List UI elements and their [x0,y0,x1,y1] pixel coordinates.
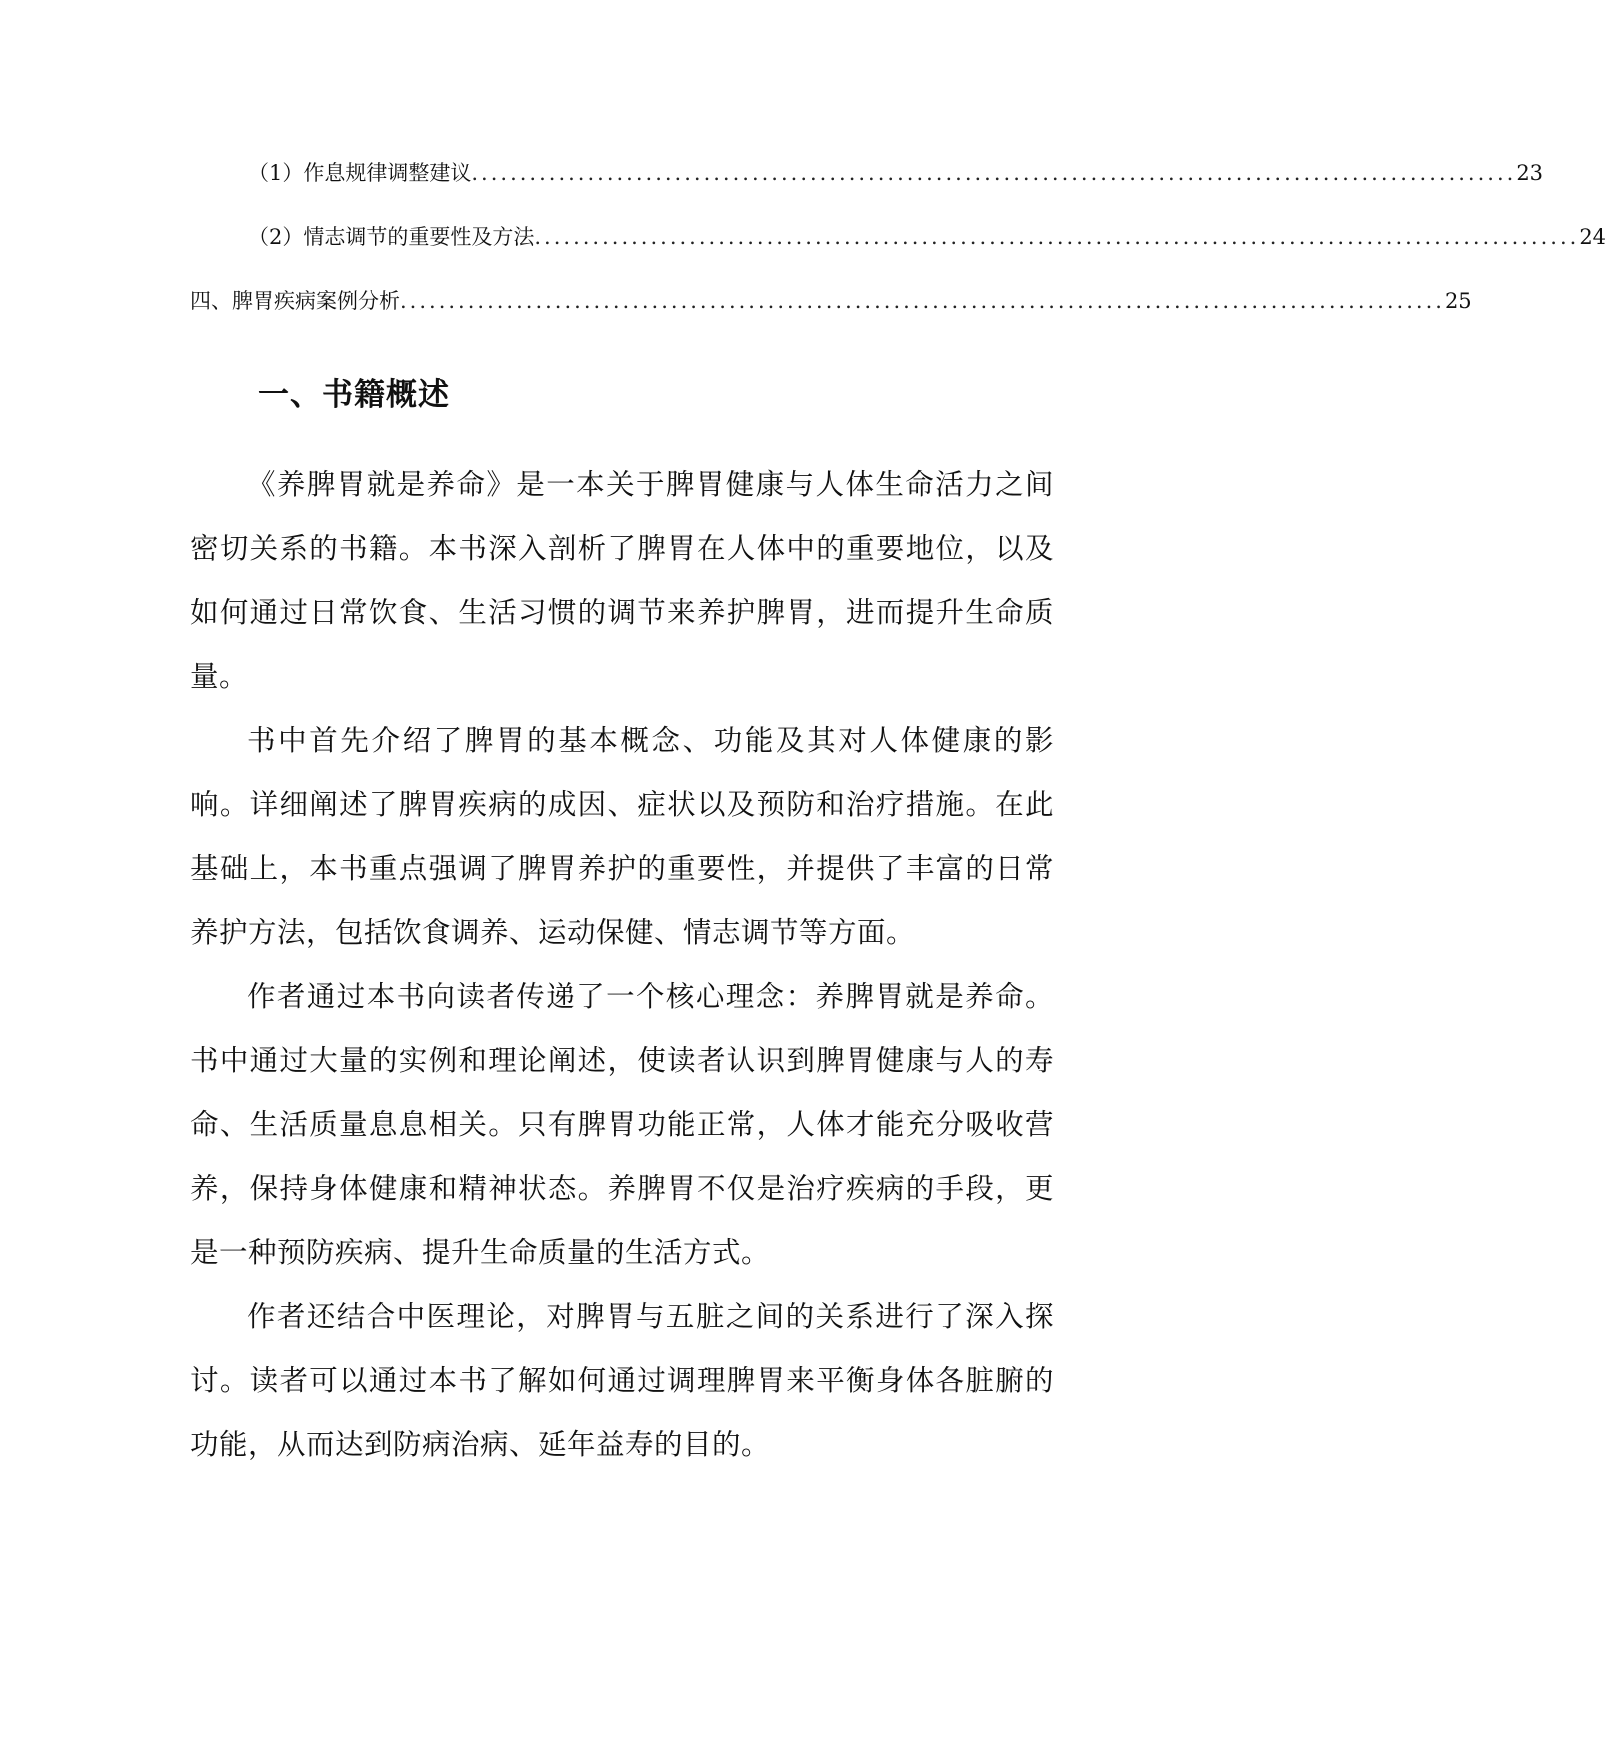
toc-entry-page: 23 [1516,161,1544,185]
toc-entry-page: 25 [1444,289,1472,313]
toc-entry-page: 24 [1579,225,1606,249]
body-paragraph: 作者还结合中医理论，对脾胃与五脏之间的关系进行了深入探讨。读者可以通过本书了解如何通过调理脾胃来平衡身体各脏腑的功能，从而达到防病治病、延年益寿的目的。 [190,1300,1054,1461]
toc-entry-title: （1）作息规律调整建议 [248,161,472,185]
toc-leader-dots: ............................................................................................................ [534,225,1580,249]
body-paragraph: 《养脾胃就是养命》是一本关于脾胃健康与人体生命活力之间密切关系的书籍。本书深入剖析了脾胃在人体中的重要地位，以及如何通过日常饮食、生活习惯的调节来养护脾胃，进而提升生命质量。 [190,468,1054,693]
toc-entry[interactable] [248,212,1606,252]
toc-entry-title: 四、脾胃疾病案例分析 [190,289,400,313]
section-body [190,453,1054,1477]
toc-entry[interactable] [190,276,1472,316]
toc-entry[interactable] [248,148,1544,188]
toc-leader-dots: ............................................................................................................ [471,161,1517,185]
body-paragraph: 作者通过本书向读者传递了一个核心理念：养脾胃就是养命。书中通过大量的实例和理论阐述，使读者认识到脾胃健康与人的寿命、生活质量息息相关。只有脾胃功能正常，人体才能充分吸收营养，保持身体健康和精神状态。养脾胃不仅是治疗疾病的手段，更是一种预防疾病、提升生命质量的生活方式。 [190,980,1054,1269]
body-paragraph: 书中首先介绍了脾胃的基本概念、功能及其对人体健康的影响。详细阐述了脾胃疾病的成因、症状以及预防和治疗措施。在此基础上，本书重点强调了脾胃养护的重要性，并提供了丰富的日常养护方法，包括饮食调养、运动保健、情志调节等方面。 [190,724,1054,949]
toc-entry-title: （2）情志调节的重要性及方法 [248,225,535,249]
section-heading: 一、书籍概述 [258,377,450,413]
toc-leader-dots: ............................................................................................................ [400,289,1445,313]
